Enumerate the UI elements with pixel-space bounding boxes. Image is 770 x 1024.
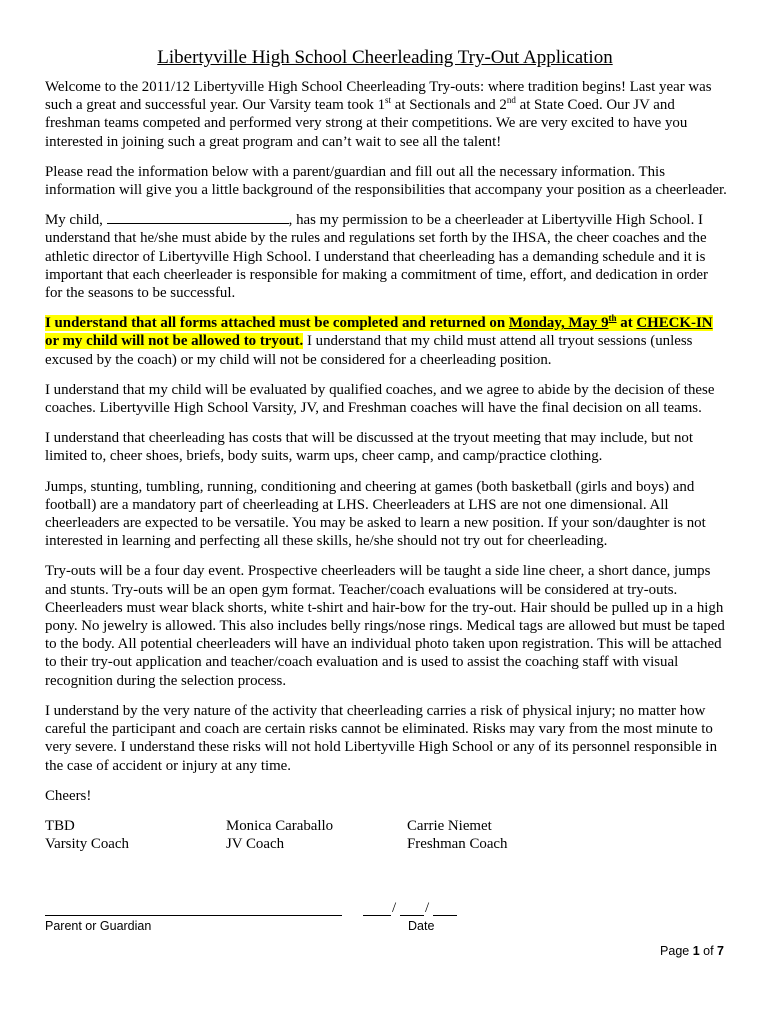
closing: Cheers! (45, 787, 92, 804)
paragraph-costs: I understand that cheerleading has costs that will be discussed at the tryout meeting that may include, but not limited to, cheer shoes, briefs, body suits, warm ups, cheer camp, and camp/practice clothing. (45, 430, 693, 465)
deadline-text-b: at (616, 315, 637, 332)
deadline-text-a: I understand that all forms attached must be completed and returned on (45, 315, 509, 332)
deadline-checkin: CHECK-IN (636, 315, 713, 332)
deadline-date: Monday, May 9 (508, 315, 609, 332)
welcome-sup-2: nd (506, 95, 516, 106)
paragraph-tryout-format: Try-outs will be a four day event. Prospective cheerleaders will be taught a side line cheer, a short dance, jumps and stunts. Try-outs will be an open gym format. Teacher/coach evaluations will be considered at try-outs. Cheerleaders must wear black shorts, white t-shirt and hair-bow for the try-out. Hair should be pulled up in a high pony. No jewelry is allowed. This also includes belly rings/nose rings. Medical tags are allowed but must be taped to the body. All potential cheerleaders will have an individual photo taken upon registration. This will be attached to their try-out application and teacher/coach evaluation and is used to assist the coaching staff with visual recognition during the selection process. (45, 563, 725, 689)
parent-signature-field[interactable] (45, 915, 342, 916)
coach-freshman (407, 817, 588, 853)
document-body (45, 78, 727, 853)
paragraph-forms-deadline (45, 314, 727, 369)
deadline-text-c: or my child will not be allowed to tryout. (45, 333, 304, 350)
paragraph-risk: I understand by the very nature of the activity that cheerleading carries a risk of physical injury; no matter how careful the participant and coach are certain risks cannot be eliminated. Risks may vary from the most minute to very severe. I understand these risks will not hold Libertyville High School or any of its personnel responsible in the case of accident or injury at any time. (45, 702, 718, 774)
child-name-field[interactable] (107, 211, 289, 224)
paragraph-welcome (45, 78, 727, 151)
date-label: Date (408, 919, 435, 933)
page-prefix: Page (660, 944, 693, 958)
date-separator-2: / (425, 900, 430, 916)
welcome-text-a: Welcome to the 2011/12 Libertyville High School Cheerleading Try-outs: where tradition begins! Last year was such a great and successful year. Our Varsity team took 1 (45, 79, 712, 114)
coach-role: Freshman Coach (407, 836, 508, 853)
deadline-text-rest: I understand that my child must attend all tryout sessions (unless excused by the coach) or my child will not be considered for a cheerleading position. (45, 333, 693, 368)
page-number (660, 944, 724, 958)
coach-jv (226, 817, 407, 853)
date-separator-1: / (392, 900, 397, 916)
date-year-field[interactable] (433, 915, 457, 916)
welcome-text-c: at State Coed. Our JV and freshman teams competed and performed very strong at their competitions. We are very excited to have you interested in joining such a great program and can’t wait to see all the talent! (45, 97, 688, 150)
welcome-text-b: at Sectionals and 2 (391, 97, 507, 114)
paragraph-evaluation: I understand that my child will be evaluated by qualified coaches, and we agree to abide by the decision of these coaches. Libertyville High School Varsity, JV, and Freshman coaches will have the final decision on all teams. (45, 381, 715, 417)
coach-name: Carrie Niemet (407, 817, 492, 834)
date-month-field[interactable] (363, 915, 391, 916)
paragraph-permission (45, 211, 727, 302)
permission-text-after: , has my permission to be a cheerleader at Libertyville High School. I understand that he/she must abide by the rules and regulations set forth by the IHSA, the cheer coaches and the athletic director of Libertyville High School. I understand that cheerleading has a demanding schedule and it is important that each cheerleader is responsible for making a commitment of time, effort, and dedication in order for the seasons to be successful. (45, 212, 708, 302)
deadline-date-sup: th (608, 313, 617, 324)
permission-text-before: My child, (45, 212, 107, 229)
page-title: Libertyville High School Cheerleading Try-Out Application (157, 47, 613, 68)
date-day-field[interactable] (400, 915, 424, 916)
paragraph-instructions: Please read the information below with a parent/guardian and fill out all the necessary information. This information will give you a little background of the responsibilities that accompany your position as a cheerleader. (45, 163, 727, 199)
coach-role: JV Coach (226, 836, 285, 853)
coach-name: Monica Caraballo (226, 817, 334, 834)
page-of: of (699, 944, 718, 958)
page-current: 1 (692, 944, 700, 958)
coach-role: Varsity Coach (45, 836, 129, 853)
coach-signatures (45, 817, 727, 853)
welcome-sup-1: st (385, 95, 392, 106)
page-total: 7 (717, 944, 724, 958)
coach-varsity (45, 817, 226, 853)
paragraph-skills: Jumps, stunting, tumbling, running, conditioning and cheering at games (both basketball (girls and boys) and football) are a mandatory part of cheerleading at LHS. Cheerleaders at LHS are not one dimensional. All cheerleaders are expected to be versatile. You may be asked to learn a new position. If your son/daughter is not interested in learning and perfecting all these skills, he/she should not try out for cheerleading. (45, 478, 706, 550)
coach-name: TBD (45, 817, 75, 834)
parent-guardian-label: Parent or Guardian (45, 919, 152, 933)
